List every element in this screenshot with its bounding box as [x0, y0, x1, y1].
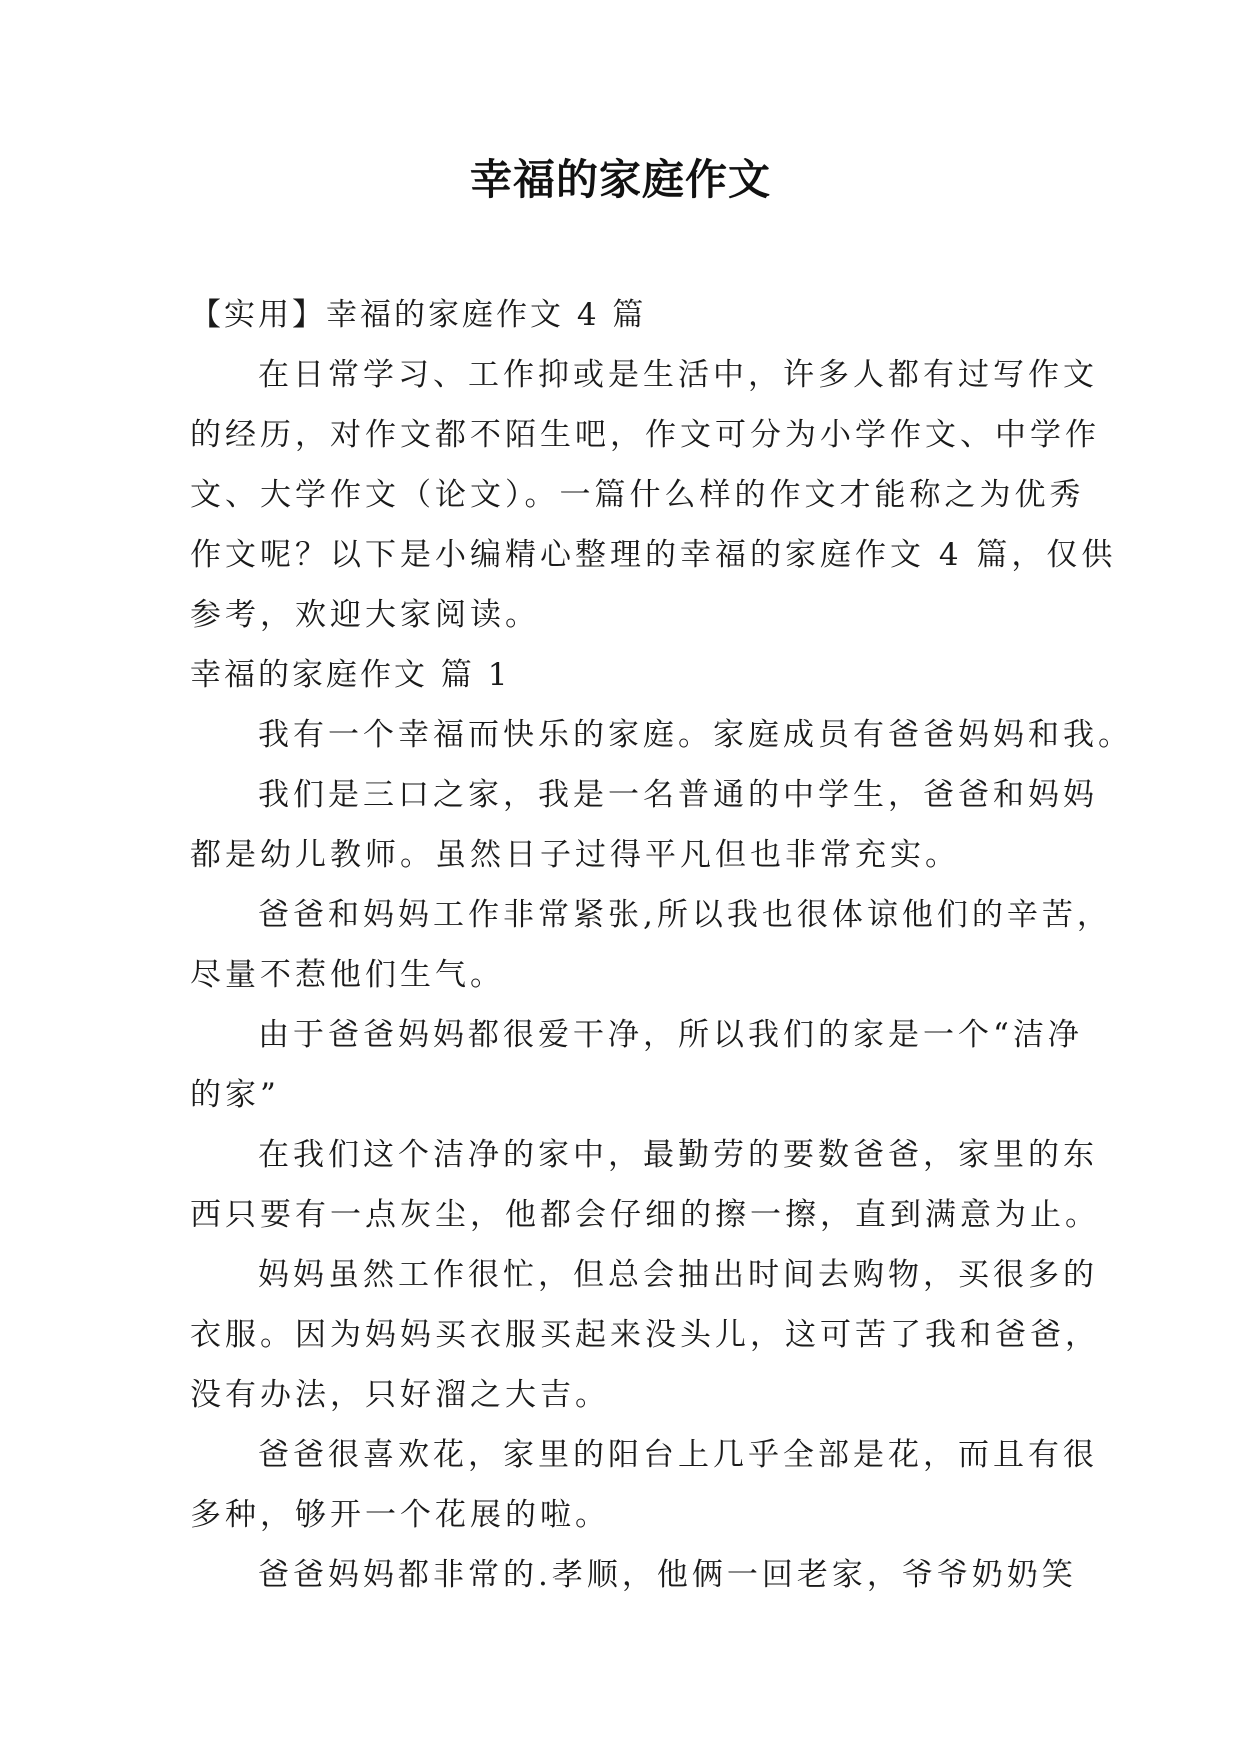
paragraph-line: 的经历，对作文都不陌生吧，作文可分为小学作文、中学作	[190, 417, 1100, 453]
paragraph-line: 多种，够开一个花展的啦。	[190, 1497, 610, 1533]
paragraph-line: 爸爸和妈妈工作非常紧张,所以我也很体谅他们的辛苦，	[258, 897, 1112, 933]
document-subtitle: 【实用】幸福的家庭作文 4 篇	[190, 297, 647, 333]
paragraph-line: 爸爸妈妈都非常的.孝顺，他俩一回老家，爷爷奶奶笑	[258, 1557, 1077, 1593]
paragraph-line: 我有一个幸福而快乐的家庭。家庭成员有爸爸妈妈和我。	[258, 717, 1133, 753]
paragraph-line: 西只要有一点灰尘，他都会仔细的擦一擦，直到满意为止。	[190, 1197, 1100, 1233]
paragraph-line: 都是幼儿教师。虽然日子过得平凡但也非常充实。	[190, 837, 960, 873]
paragraph-line: 衣服。因为妈妈买衣服买起来没头儿，这可苦了我和爸爸，	[190, 1317, 1100, 1353]
paragraph-line: 作文呢？以下是小编精心整理的幸福的家庭作文 4 篇，仅供	[190, 537, 1117, 573]
paragraph-line: 文、大学作文（论文）。一篇什么样的作文才能称之为优秀	[190, 477, 1085, 513]
section-heading: 幸福的家庭作文 篇 1	[190, 657, 511, 693]
document-title: 幸福的家庭作文	[469, 155, 771, 204]
paragraph-line: 尽量不惹他们生气。	[190, 957, 505, 993]
paragraph-line: 由于爸爸妈妈都很爱干净，所以我们的家是一个“洁净	[258, 1017, 1083, 1053]
paragraph-line: 没有办法，只好溜之大吉。	[190, 1377, 610, 1413]
paragraph-line: 爸爸很喜欢花，家里的阳台上几乎全部是花，而且有很	[258, 1437, 1098, 1473]
paragraph-line: 的家”	[190, 1077, 280, 1113]
paragraph-line: 在日常学习、工作抑或是生活中，许多人都有过写作文	[258, 357, 1098, 393]
paragraph-line: 参考，欢迎大家阅读。	[190, 597, 540, 633]
paragraph-line: 在我们这个洁净的家中，最勤劳的要数爸爸，家里的东	[258, 1137, 1098, 1173]
paragraph-line: 我们是三口之家，我是一名普通的中学生，爸爸和妈妈	[258, 777, 1098, 813]
document-body	[190, 285, 1133, 1605]
paragraph-line: 妈妈虽然工作很忙，但总会抽出时间去购物，买很多的	[258, 1257, 1098, 1293]
